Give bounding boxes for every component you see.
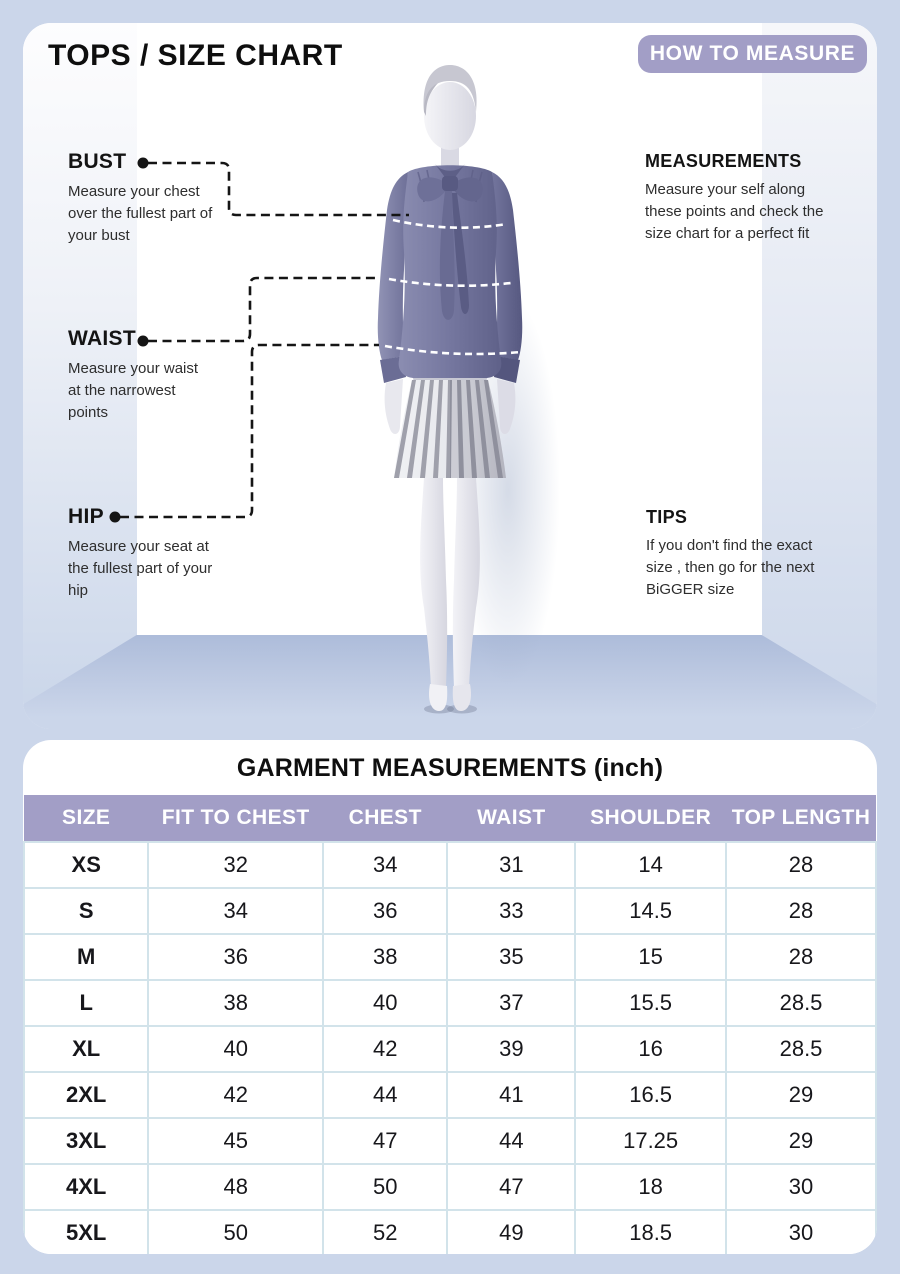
tips-annotation xyxy=(646,507,840,600)
measurement-cell: 49 xyxy=(447,1210,575,1254)
measurement-cell: 50 xyxy=(148,1210,323,1254)
measurement-cell: 28 xyxy=(726,842,876,888)
tips-description: If you don't find the exact size , then go for the next BiGGER size xyxy=(646,537,815,598)
hip-annotation xyxy=(68,505,224,601)
measurement-cell: 37 xyxy=(447,980,575,1026)
table-row xyxy=(24,1118,876,1164)
table-title: GARMENT MEASUREMENTS (inch) xyxy=(236,754,664,782)
room-right-wall xyxy=(762,23,877,729)
measurement-cell: 39 xyxy=(447,1026,575,1072)
measurement-cell: 36 xyxy=(148,934,323,980)
size-cell: S xyxy=(24,888,148,934)
measurement-cell: 44 xyxy=(447,1118,575,1164)
measurement-cell: 30 xyxy=(726,1210,876,1254)
size-cell: 4XL xyxy=(24,1164,148,1210)
measurement-cell: 48 xyxy=(148,1164,323,1210)
size-table-header xyxy=(24,795,876,842)
measurements-annotation xyxy=(645,151,825,244)
measurement-cell: 50 xyxy=(323,1164,447,1210)
measurement-cell: 18 xyxy=(575,1164,726,1210)
table-row xyxy=(24,1210,876,1254)
measurement-cell: 28.5 xyxy=(726,980,876,1026)
column-header: TOP LENGTH xyxy=(726,795,876,842)
measurement-cell: 29 xyxy=(726,1118,876,1164)
size-cell: L xyxy=(24,980,148,1026)
column-header: WAIST xyxy=(447,795,575,842)
measurement-cell: 42 xyxy=(323,1026,447,1072)
size-table xyxy=(23,795,877,1254)
measurement-cell: 28 xyxy=(726,934,876,980)
measurement-cell: 36 xyxy=(323,888,447,934)
measurement-cell: 47 xyxy=(447,1164,575,1210)
mannequin-illustration xyxy=(300,60,600,720)
bust-description: Measure your chest over the fullest part of your bust xyxy=(68,183,213,244)
measurement-cell: 14.5 xyxy=(575,888,726,934)
bust-annotation xyxy=(68,150,220,246)
measurement-cell: 34 xyxy=(148,888,323,934)
measurement-cell: 33 xyxy=(447,888,575,934)
column-header: SHOULDER xyxy=(575,795,726,842)
table-row xyxy=(24,1072,876,1118)
measurement-cell: 47 xyxy=(323,1118,447,1164)
table-row xyxy=(24,1026,876,1072)
measurement-cell: 18.5 xyxy=(575,1210,726,1254)
measurement-cell: 14 xyxy=(575,842,726,888)
measurements-label: MEASUREMENTS xyxy=(645,151,802,171)
table-row xyxy=(24,842,876,888)
measurements-description: Measure your self along these points and check the size chart for a perfect fit xyxy=(645,181,824,242)
waist-annotation xyxy=(68,327,210,423)
measurement-cell: 15.5 xyxy=(575,980,726,1026)
size-cell: M xyxy=(24,934,148,980)
measurement-cell: 15 xyxy=(575,934,726,980)
hip-description: Measure your seat at the fullest part of your hip xyxy=(68,538,213,599)
measurement-cell: 28.5 xyxy=(726,1026,876,1072)
table-row xyxy=(24,980,876,1026)
measurement-cell: 41 xyxy=(447,1072,575,1118)
measurement-cell: 32 xyxy=(148,842,323,888)
table-row xyxy=(24,1164,876,1210)
measurement-cell: 16.5 xyxy=(575,1072,726,1118)
measurement-cell: 34 xyxy=(323,842,447,888)
waist-label: WAIST xyxy=(68,327,136,350)
measurement-cell: 44 xyxy=(323,1072,447,1118)
size-cell: 5XL xyxy=(24,1210,148,1254)
measurement-cell: 42 xyxy=(148,1072,323,1118)
measurement-cell: 28 xyxy=(726,888,876,934)
size-cell: XS xyxy=(24,842,148,888)
measurement-cell: 40 xyxy=(148,1026,323,1072)
measurement-cell: 38 xyxy=(323,934,447,980)
tips-label: TIPS xyxy=(646,507,688,527)
measure-guide-panel xyxy=(23,23,877,729)
measurement-cell: 38 xyxy=(148,980,323,1026)
page-title: TOPS / SIZE CHART xyxy=(48,39,343,72)
table-row xyxy=(24,934,876,980)
column-header: FIT TO CHEST xyxy=(148,795,323,842)
table-row xyxy=(24,888,876,934)
size-cell: 2XL xyxy=(24,1072,148,1118)
hip-label: HIP xyxy=(68,505,104,528)
column-header: SIZE xyxy=(24,795,148,842)
measurement-cell: 31 xyxy=(447,842,575,888)
bust-label: BUST xyxy=(68,150,127,173)
column-header: CHEST xyxy=(323,795,447,842)
size-cell: 3XL xyxy=(24,1118,148,1164)
measurement-cell: 45 xyxy=(148,1118,323,1164)
size-cell: XL xyxy=(24,1026,148,1072)
how-to-measure-badge: HOW TO MEASURE xyxy=(638,35,867,73)
garment-measurements-panel xyxy=(23,740,877,1254)
measurement-cell: 16 xyxy=(575,1026,726,1072)
measurement-cell: 29 xyxy=(726,1072,876,1118)
measurement-cell: 35 xyxy=(447,934,575,980)
measurement-cell: 30 xyxy=(726,1164,876,1210)
measurement-cell: 40 xyxy=(323,980,447,1026)
waist-description: Measure your waist at the narrowest points xyxy=(68,360,199,421)
measurement-cell: 52 xyxy=(323,1210,447,1254)
measurement-cell: 17.25 xyxy=(575,1118,726,1164)
